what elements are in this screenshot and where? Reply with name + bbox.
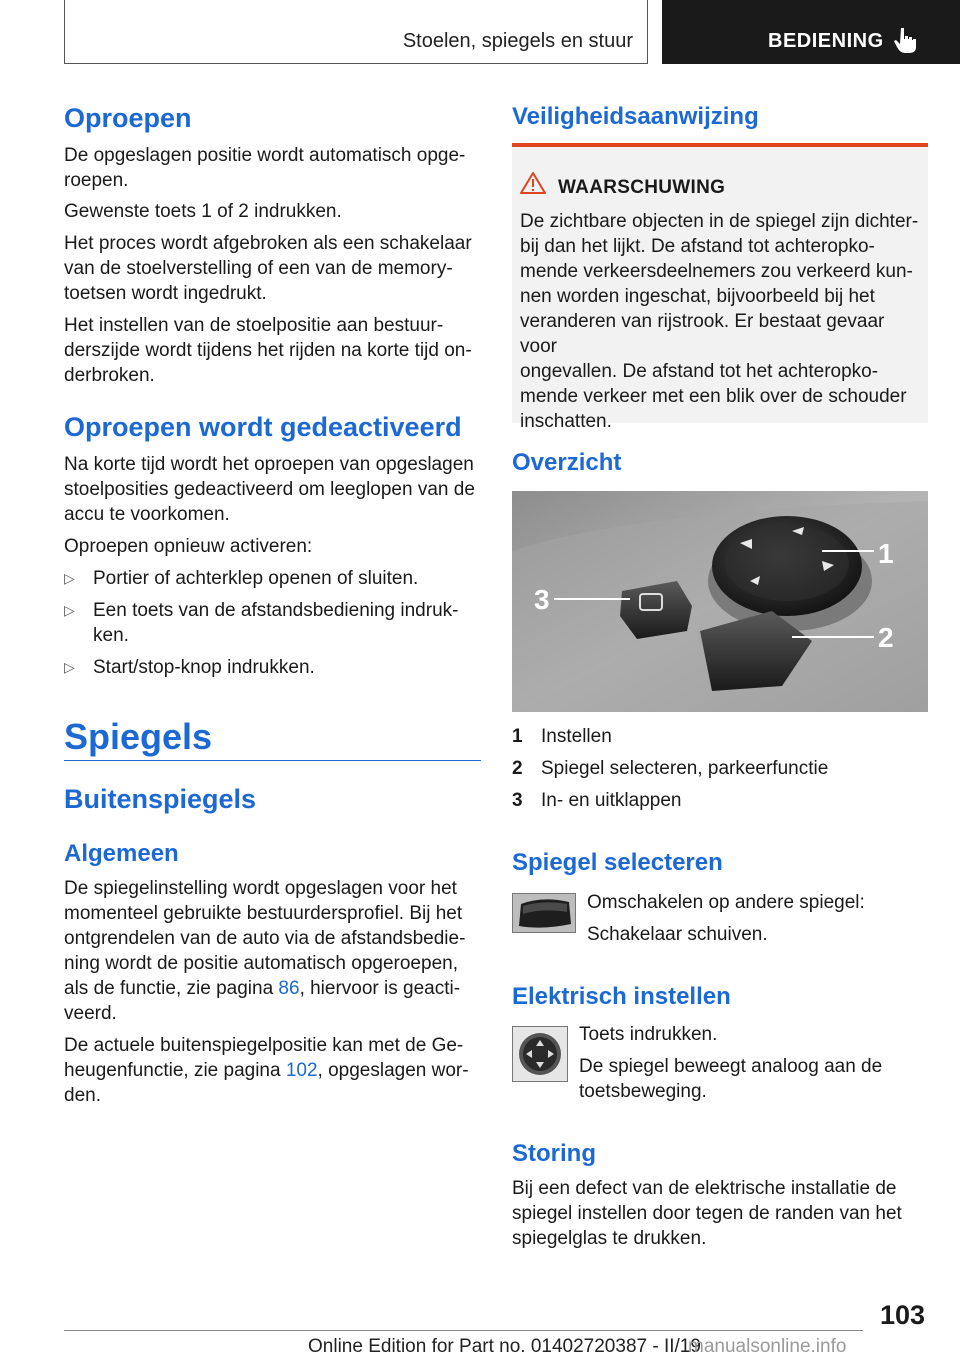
header-section-tab [64, 0, 648, 64]
heading-spiegel-selecteren: Spiegel selecteren [512, 849, 723, 876]
paragraph: Gewenste toets 1 of 2 indrukken. [64, 201, 342, 222]
paragraph: Bij een defect van de elektrische installatie de [512, 1178, 897, 1199]
paragraph: Na korte tijd wordt het oproepen van opgeslagen [64, 454, 474, 475]
chapter-heading-spiegels: Spiegels [64, 716, 213, 757]
paragraph: Omschakelen op andere spiegel: [587, 892, 865, 913]
warning-label: WAARSCHUWING [558, 177, 726, 198]
warning-triangle-icon [520, 171, 546, 195]
paragraph: toetsbeweging. [579, 1081, 707, 1102]
heading-elektrisch-instellen: Elektrisch instellen [512, 983, 731, 1010]
callout-2: 2 [878, 622, 894, 653]
paragraph: ning wordt de positie automatisch opgeroepen, [64, 953, 458, 974]
warning-box [512, 143, 928, 432]
heading-veiligheidsaanwijzing: Veiligheidsaanwijzing [512, 103, 759, 130]
paragraph: toetsen wordt ingedrukt. [64, 283, 267, 304]
paragraph: als de functie, zie pagina 86, hiervoor is geacti‐ [64, 978, 461, 999]
paragraph: ontgrendelen van de auto via de afstandsbedie‐ [64, 928, 466, 949]
paragraph: roepen. [64, 170, 129, 191]
page-link-86[interactable]: 86 [278, 978, 300, 999]
callout-3: 3 [534, 584, 550, 615]
paragraph: spiegel instellen door tegen de randen van het [512, 1203, 902, 1224]
paragraph: van de stoelverstelling of een van de memory‐ [64, 258, 453, 279]
warning-text: De zichtbare objecten in de spiegel zijn dichter‐ bij dan het lijkt. De afstand tot achteropko‐ mende verkeersdeelnemers zou verkeerd kun‐ nen worden ingeschat, bijvoorbeeld bij het veranderen van rijstrook. Er bestaat gevaar voor ongevallen. De afstand tot het achteropko‐ mende verkeer met een blik over de schouder inschatten. [520, 211, 919, 432]
paragraph: De spiegelinstelling wordt opgeslagen voor het [64, 878, 457, 899]
heading-storing: Storing [512, 1140, 596, 1167]
paragraph: stoelposities gedeactiveerd om leeglopen van de [64, 479, 475, 500]
paragraph: heugenfunctie, zie pagina 102, opgeslagen wor‐ [64, 1060, 469, 1081]
divider [64, 760, 481, 761]
paragraph: veerd. [64, 1003, 117, 1024]
header-chapter-tab [662, 0, 960, 64]
footer-divider [64, 1330, 863, 1331]
edition-text: Online Edition for Part no. 01402720387 - II/19 [308, 1336, 701, 1357]
hand-pointer-icon [894, 26, 918, 54]
paragraph: Het proces wordt afgebroken als een schakelaar [64, 233, 472, 254]
heading-overzicht: Overzicht [512, 449, 622, 476]
watermark: manualsonline.info [688, 1336, 847, 1357]
triangle-bullet-icon: ▷ [64, 570, 75, 586]
paragraph: Het instellen van de stoelpositie aan bestuur‐ [64, 315, 444, 336]
paragraph: Schakelaar schuiven. [587, 924, 768, 945]
callout-1: 1 [878, 538, 894, 569]
mirror-switch-photo [512, 491, 928, 712]
paragraph: Toets indrukken. [579, 1024, 718, 1045]
paragraph: accu te voorkomen. [64, 504, 230, 525]
page-link-102[interactable]: 102 [285, 1060, 318, 1081]
paragraph: De actuele buitenspiegelpositie kan met de Ge‐ [64, 1035, 464, 1056]
mirror-adjust-knob-icon [512, 1026, 568, 1082]
paragraph: derbroken. [64, 365, 155, 386]
mirror-select-switch-icon [512, 893, 576, 933]
page-number: 103 [880, 1300, 926, 1330]
heading-oproepen: Oproepen [64, 103, 192, 133]
paragraph: De opgeslagen positie wordt automatisch opge‐ [64, 145, 466, 166]
paragraph: momenteel gebruikte bestuurdersprofiel. Bij het [64, 903, 463, 924]
heading-buitenspiegels: Buitenspiegels [64, 784, 257, 814]
section-title: Stoelen, spiegels en stuur [402, 30, 633, 52]
paragraph: derszijde wordt tijdens het rijden na korte tijd on‐ [64, 340, 472, 361]
paragraph: Oproepen opnieuw activeren: [64, 536, 313, 557]
chapter-title: BEDIENING [768, 30, 884, 52]
triangle-bullet-icon: ▷ [64, 602, 75, 618]
triangle-bullet-icon: ▷ [64, 659, 75, 675]
paragraph: De spiegel beweegt analoog aan de [579, 1056, 883, 1077]
paragraph: spiegelglas te drukken. [512, 1228, 707, 1249]
heading-algemeen: Algemeen [64, 840, 179, 867]
paragraph: den. [64, 1085, 101, 1106]
heading-gedeactiveerd: Oproepen wordt gedeactiveerd [64, 412, 462, 442]
